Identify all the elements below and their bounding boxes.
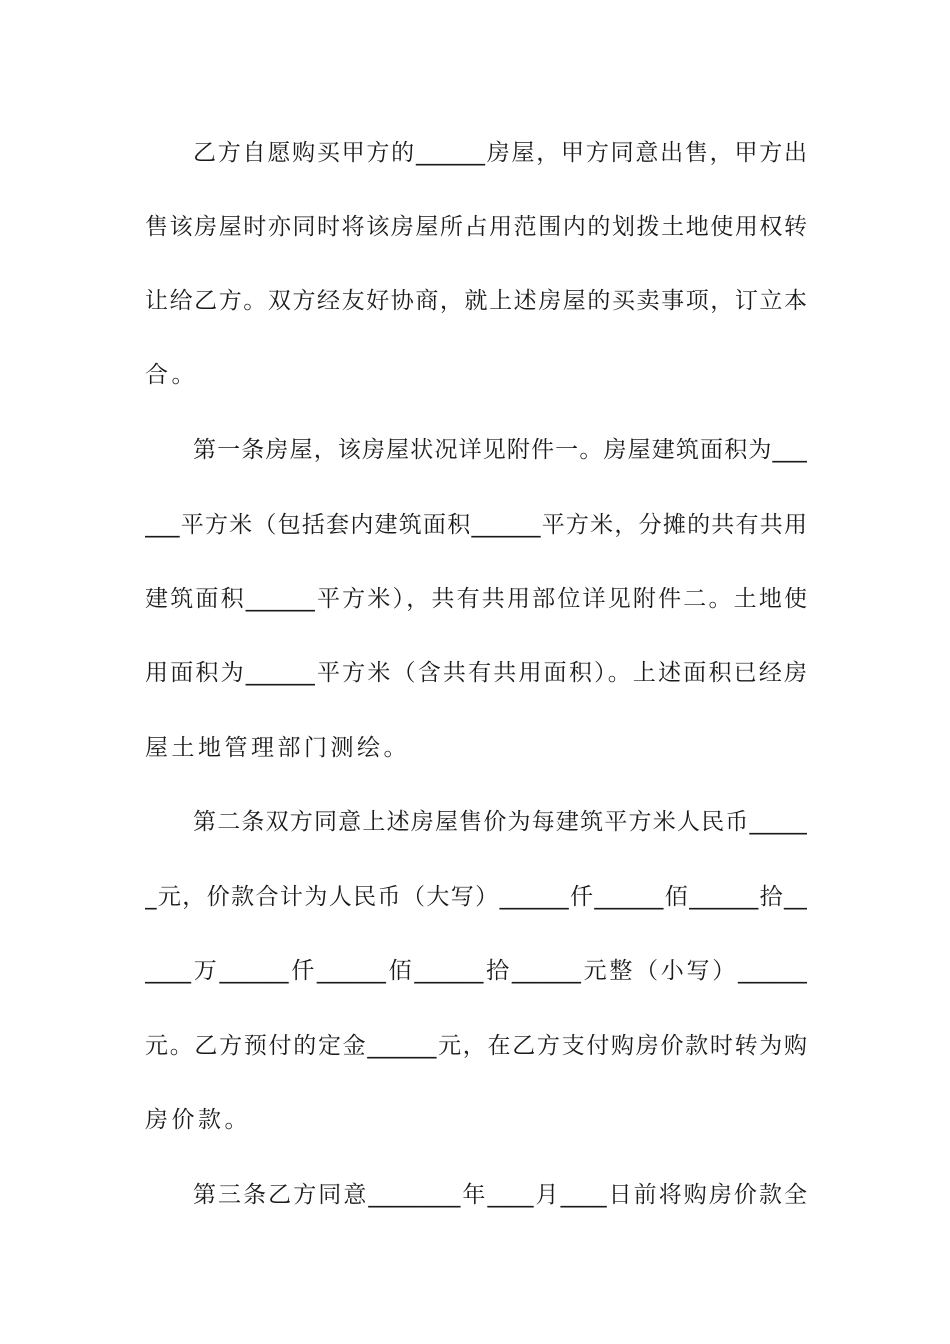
paragraph-3-line-2: _元，价款合计为人民币（大写）______仟______佰______拾__ [145, 884, 807, 910]
paragraph-2-line-2: ___平方米（包括套内建筑面积______平方米，分摊的共有共用 [145, 512, 807, 538]
paragraph-4-line-1: 第三条乙方同意________年____月____日前将购房价款全 [193, 1182, 807, 1208]
paragraph-2-line-4: 用面积为______平方米（含共有共用面积）。上述面积已经房 [145, 660, 807, 686]
paragraph-2-line-1: 第一条房屋，该房屋状况详见附件一。房屋建筑面积为___ [193, 437, 807, 463]
paragraph-3-line-1: 第二条双方同意上述房屋售价为每建筑平方米人民币_____ [193, 809, 807, 835]
paragraph-3-line-5: 房价款。 [145, 1107, 251, 1133]
paragraph-1-line-4: 合。 [145, 362, 198, 388]
paragraph-3-line-4: 元。乙方预付的定金______元，在乙方支付购房价款时转为购 [145, 1033, 807, 1059]
paragraph-2-line-3: 建筑面积______平方米），共有共用部位详见附件二。土地使 [145, 586, 807, 612]
paragraph-1-line-2: 售该房屋时亦同时将该房屋所占用范围内的划拨土地使用权转 [145, 214, 807, 240]
paragraph-1-line-1: 乙方自愿购买甲方的______房屋，甲方同意出售，甲方出 [193, 140, 807, 166]
paragraph-2-line-5: 屋土地管理部门测绘。 [145, 735, 410, 761]
paragraph-1-line-3: 让给乙方。双方经友好协商，就上述房屋的买卖事项，订立本 [145, 288, 807, 314]
paragraph-3-line-3: ____万______仟______佰______拾______元整（小写）______ [145, 958, 807, 984]
